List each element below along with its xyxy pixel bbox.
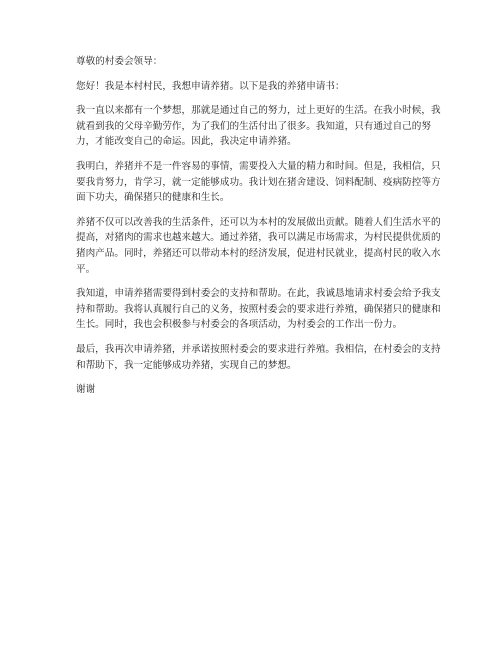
paragraph-request-support: 我知道，申请养猪需要得到村委会的支持和帮助。在此，我诚恳地请求村委会给予我支持和帮助。我将认真履行自己的义务，按照村委会的要求进行养殖，确保猪只的健康和生长。同时，我也会积极参与村委会的各项活动，为村委会的工作出一份力。	[76, 288, 441, 331]
closing: 谢谢	[76, 384, 96, 396]
paragraph-benefits: 养猪不仅可以改善我的生活条件，还可以为本村的发展做出贡献。随着人们生活水平的提高，对猪肉的需求也越来越大。通过养猪，我可以满足市场需求，为村民提供优质的猪肉产品。同时，养猪还可以带动本村的经济发展，促进村民就业，提高村民的收入水平。	[76, 216, 441, 275]
salutation: 尊敬的村委会领导：	[76, 56, 163, 67]
paragraph-commitment: 我明白，养猪并不是一件容易的事情，需要投入大量的精力和时间。但是，我相信，只要我肯努力，肯学习，就一定能够成功。我计划在猪舍建设、饲料配制、疫病防控等方面下功夫，确保猪只的健康和生长。	[76, 160, 441, 204]
paragraph-conclusion: 最后，我再次申请养猪，并承诺按照村委会的要求进行养殖。我相信，在村委会的支持和帮助下，我一定能够成功养猪，实现自己的梦想。	[76, 343, 441, 371]
paragraph-dream: 我一直以来都有一个梦想，那就是通过自己的努力，过上更好的生活。在我小时候，我就看到我的父母辛勤劳作，为了我们的生活付出了很多。我知道，只有通过自己的努力，才能改变自己的命运。因此，我决定申请养猪。	[76, 105, 441, 148]
document-body	[76, 54, 442, 407]
paragraph-greeting: 您好！我是本村村民，我想申请养猪。以下是我的养猪申请书：	[76, 80, 345, 92]
